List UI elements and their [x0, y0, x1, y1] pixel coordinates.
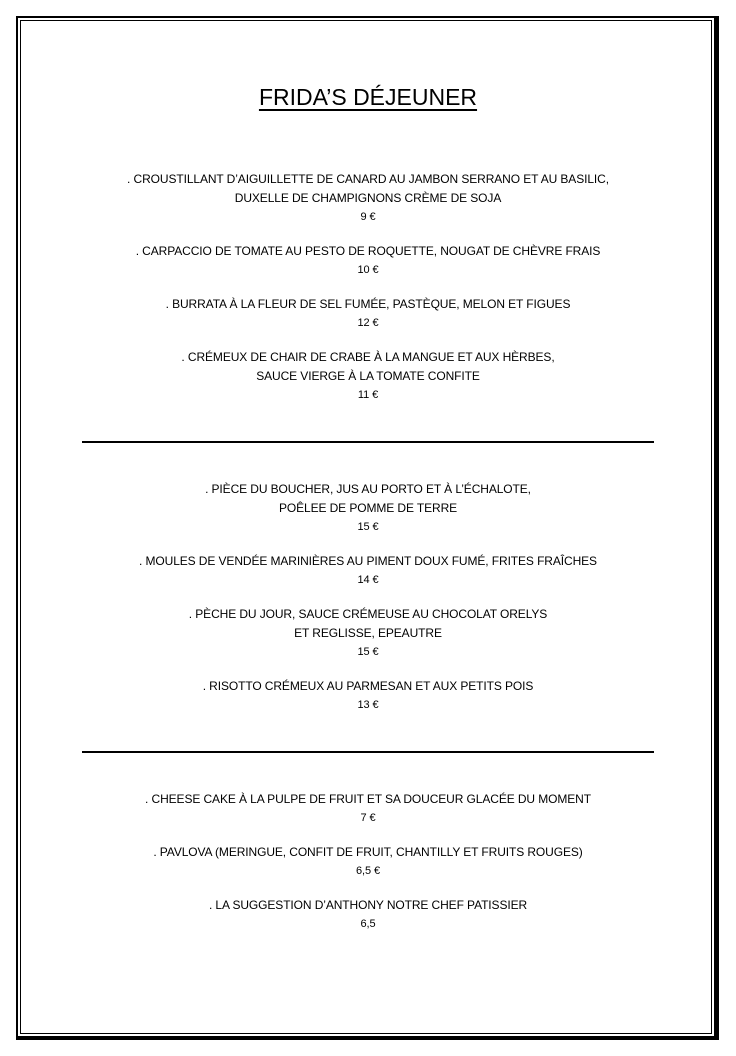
menu-item-price: 14 €	[357, 574, 379, 586]
menu-item-name: DUXELLE DE CHAMPIGNONS CRÈME DE SOJA	[234, 191, 502, 205]
menu-item-name: . CRÉMEUX DE CHAIR DE CRABE À LA MANGUE ET AUX HÈRBES,	[181, 350, 555, 364]
menu-item	[60, 295, 676, 333]
menu-item-name: . RISOTTO CRÉMEUX AU PARMESAN ET AUX PETITS POIS	[202, 679, 534, 693]
menu-item	[60, 843, 676, 881]
menu-item-name: . CARPACCIO DE TOMATE AU PESTO DE ROQUETTE, NOUGAT DE CHÈVRE FRAIS	[135, 244, 601, 258]
menu-item-price: 13 €	[357, 699, 379, 711]
menu-item	[60, 242, 676, 280]
page-border-shadow-bottom	[16, 1036, 719, 1040]
menu-item-price: 9 €	[360, 211, 376, 223]
page-border-shadow-right	[714, 16, 719, 1040]
menu-item-price: 6,5 €	[356, 865, 380, 877]
menu-section-desserts	[60, 790, 676, 934]
menu-item-name: . MOULES DE VENDÉE MARINIÈRES AU PIMENT DOUX FUMÉ, FRITES FRAÎCHES	[139, 554, 597, 568]
menu-section-starters	[60, 170, 676, 405]
menu-item	[60, 790, 676, 828]
menu-item-name: . PAVLOVA (MERINGUE, CONFIT DE FRUIT, CHANTILLY ET FRUITS ROUGES)	[153, 845, 583, 859]
menu-item-price: 7 €	[360, 812, 376, 824]
menu-item	[60, 480, 676, 537]
menu-section-mains	[60, 480, 676, 715]
menu-item-name: . PIÈCE DU BOUCHER, JUS AU PORTO ET À L’ÉCHALOTE,	[205, 482, 531, 496]
menu-title: FRIDA’S DÉJEUNER	[258, 84, 478, 110]
menu-item	[60, 677, 676, 715]
menu-item-price: 15 €	[357, 646, 379, 658]
menu-item-price: 6,5	[360, 918, 376, 930]
menu-item-name: . PÈCHE DU JOUR, SAUCE CRÉMEUSE AU CHOCOLAT ORELYS	[188, 607, 548, 621]
menu-item-name: . CROUSTILLANT D’AIGUILLETTE DE CANARD AU JAMBON SERRANO ET AU BASILIC,	[127, 172, 609, 186]
menu-item-name: . LA SUGGESTION D’ANTHONY NOTRE CHEF PATISSIER	[208, 898, 528, 912]
section-divider	[82, 441, 654, 443]
menu-item	[60, 170, 676, 227]
menu-item-price: 12 €	[357, 317, 379, 329]
menu-item	[60, 348, 676, 405]
menu-item-name: . CHEESE CAKE À LA PULPE DE FRUIT ET SA DOUCEUR GLACÉE DU MOMENT	[145, 792, 591, 806]
menu-item-price: 11 €	[357, 389, 379, 401]
menu-item	[60, 605, 676, 662]
menu-item-name: . BURRATA À LA FLEUR DE SEL FUMÉE, PASTÈQUE, MELON ET FIGUES	[165, 297, 571, 311]
menu-item-name: ET REGLISSE, EPEAUTRE	[294, 626, 442, 640]
menu-item-price: 10 €	[357, 264, 379, 276]
menu-item	[60, 896, 676, 934]
menu-item-price: 15 €	[357, 521, 379, 533]
menu-item-name: POÊLEE DE POMME DE TERRE	[278, 501, 458, 515]
section-divider	[82, 751, 654, 753]
menu-item	[60, 552, 676, 590]
menu-item-name: SAUCE VIERGE À LA TOMATE CONFITE	[256, 369, 480, 383]
